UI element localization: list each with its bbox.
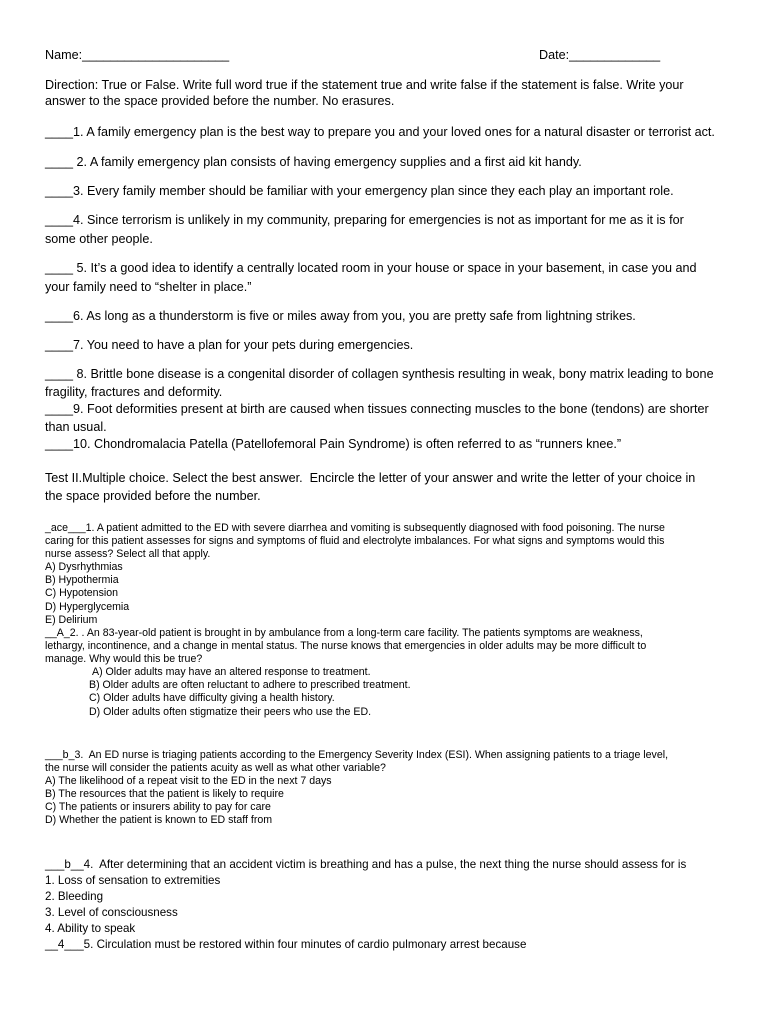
tf-item-1	[45, 124, 725, 140]
question-text: ___b_3. An ED nurse is triaging patients according to the Emergency Severity Index (ESI). When assigning patients to a triage level,	[45, 749, 669, 761]
direction-line: answer to the space provided before the number. No erasures.	[45, 94, 395, 108]
question-text: _ace___1. A patient admitted to the ED with severe diarrhea and vomiting is subsequently diagnosed with food poisoning. The nurse	[45, 522, 665, 534]
tf-item-text: some other people.	[45, 232, 153, 246]
tf-item-3	[45, 183, 725, 199]
test1-direction	[45, 77, 725, 109]
answer-option: A) Dysrhythmias	[45, 561, 123, 574]
question-text: nurse assess? Select all that apply.	[45, 548, 211, 561]
tf-item-text: ____10. Chondromalacia Patella (Patellofemoral Pain Syndrome) is often referred to as “runners knee.”	[45, 437, 622, 451]
tf-item-6	[45, 308, 725, 324]
tf-item-8	[45, 366, 725, 400]
answer-option: C) Older adults have difficulty giving a health history.	[89, 692, 335, 705]
tf-item-text: ____1. A family emergency plan is the best way to prepare you and your loved ones for a natural disaster or terrorist act.	[45, 125, 715, 139]
tf-item-text: ____7. You need to have a plan for your pets during emergencies.	[45, 338, 414, 352]
answer-option: A) Older adults may have an altered response to treatment.	[92, 666, 371, 679]
question-text: lethargy, incontinence, and a change in mental status. The nurse knows that emergencies in older adults may be more difficult to	[45, 640, 647, 653]
direction-line: Direction: True or False. Write full word true if the statement true and write false if the statement is false. Write your	[45, 78, 684, 92]
tf-item-text: ____ 5. It’s a good idea to identify a centrally located room in your house or space in your basement, in case you and	[45, 261, 697, 275]
tf-item-9	[45, 401, 725, 435]
tf-item-text: ____ 8. Brittle bone disease is a congenital disorder of collagen synthesis resulting in weak, bony matrix leading to bone	[45, 367, 714, 381]
mc-question-1	[45, 522, 725, 627]
tf-item-text: ____3. Every family member should be familiar with your emergency plan since they each play an important role.	[45, 184, 674, 198]
tf-item-4	[45, 212, 725, 247]
question-text: __4___5. Circulation must be restored within four minutes of cardio pulmonary arrest because	[45, 938, 527, 951]
date-field: Date:_____________	[539, 48, 661, 62]
answer-option: 2. Bleeding	[45, 890, 104, 903]
question-text: caring for this patient assesses for signs and symptoms of fluid and electrolyte imbalances. For what signs and symptoms would this	[45, 535, 665, 548]
tf-item-5	[45, 260, 725, 295]
question-text: the nurse will consider the patients acuity as well as what other variable?	[45, 762, 386, 775]
tf-item-text: than usual.	[45, 420, 107, 434]
answer-option: B) The resources that the patient is likely to require	[45, 788, 284, 801]
question-text: ___b__4. After determining that an accident victim is breathing and has a pulse, the next thing the nurse should assess for is	[45, 858, 687, 871]
tf-item-text: ____4. Since terrorism is unlikely in my community, preparing for emergencies is not as important for me as it is for	[45, 213, 684, 227]
tf-item-text: your family need to “shelter in place.”	[45, 280, 252, 294]
tf-item-10	[45, 436, 725, 452]
tf-item-2	[45, 154, 725, 170]
tf-item-7	[45, 337, 725, 353]
answer-option: 1. Loss of sensation to extremities	[45, 874, 221, 887]
direction-line: the space provided before the number.	[45, 489, 261, 503]
answer-option: C) Hypotension	[45, 587, 119, 600]
mc-question-4	[45, 857, 725, 953]
tf-item-text: ____ 2. A family emergency plan consists of having emergency supplies and a first aid kit handy.	[45, 155, 582, 169]
mc-question-2	[45, 627, 725, 719]
tf-item-text: ____9. Foot deformities present at birth are caused when tissues connecting muscles to the bone (tendons) are shorter	[45, 402, 709, 416]
test2-direction	[45, 470, 725, 504]
answer-option: E) Delirium	[45, 613, 98, 626]
question-text: manage. Why would this be true?	[45, 653, 203, 666]
answer-option: D) Hyperglycemia	[45, 600, 130, 613]
answer-option: 4. Ability to speak	[45, 922, 136, 935]
answer-option: A) The likelihood of a repeat visit to the ED in the next 7 days	[45, 775, 332, 788]
question-text: __A_2. . An 83-year-old patient is brought in by ambulance from a long-term care facility. The patients symptoms are weakness,	[45, 627, 643, 639]
answer-option: B) Older adults are often reluctant to adhere to prescribed treatment.	[89, 679, 411, 692]
answer-option: D) Older adults often stigmatize their peers who use the ED.	[89, 705, 372, 718]
answer-option: B) Hypothermia	[45, 574, 119, 587]
name-field: Name:_____________________	[45, 48, 230, 62]
tf-item-text: ____6. As long as a thunderstorm is five or miles away from you, you are pretty safe from lightning strikes.	[45, 309, 636, 323]
mc-question-3	[45, 749, 725, 828]
answer-option: C) The patients or insurers ability to pay for care	[45, 801, 271, 814]
tf-item-text: fragility, fractures and deformity.	[45, 385, 223, 399]
answer-option: D) Whether the patient is known to ED staff from	[45, 814, 273, 827]
answer-option: 3. Level of consciousness	[45, 906, 178, 919]
direction-line: Test II.Multiple choice. Select the best answer. Encircle the letter of your answer and write the letter of your choice in	[45, 471, 696, 485]
